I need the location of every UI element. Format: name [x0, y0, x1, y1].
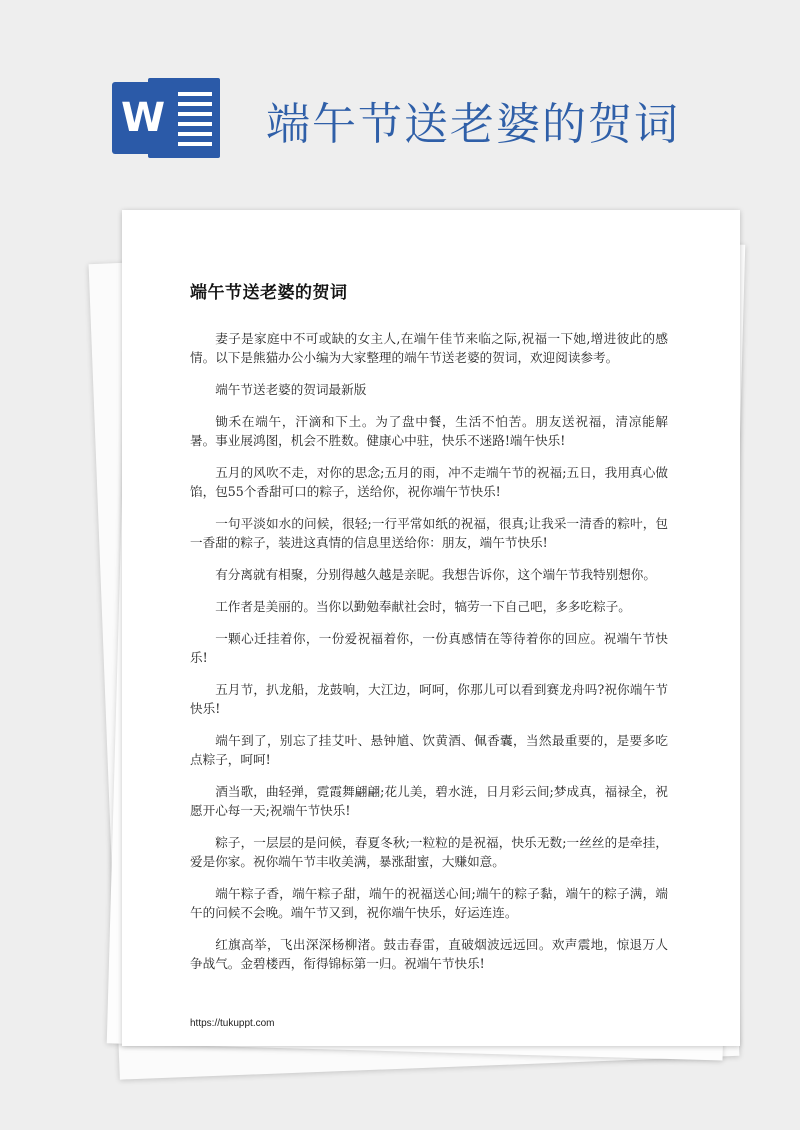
greeting-paragraph: 五月节，扒龙船，龙鼓响，大江边，呵呵，你那儿可以看到赛龙舟吗?祝你端午节快乐!	[190, 682, 668, 716]
word-line	[178, 122, 212, 126]
greeting-paragraph: 端午到了，别忘了挂艾叶、悬钟馗、饮黄酒、佩香囊，当然最重要的，是要多吃点粽子，呵呵!	[190, 733, 668, 767]
word-line	[178, 112, 212, 116]
greeting-paragraph: 锄禾在端午，汗滴和下土。为了盘中餐，生活不怕苦。朋友送祝福，清凉能解暑。事业展鸿图，机会不胜数。健康心中驻，快乐不迷路!端午快乐!	[190, 414, 668, 448]
greeting-paragraph: 酒当歌，曲轻弹，霓霞舞翩翩;花儿美，碧水涟，日月彩云间;梦成真，福禄全，祝愿开心每一天;祝端午节快乐!	[190, 784, 668, 818]
greeting-paragraph: 有分离就有相聚，分别得越久越是亲昵。我想告诉你，这个端午节我特别想你。	[215, 567, 656, 582]
footer-url: https://tukuppt.com	[190, 1018, 275, 1029]
word-line	[178, 102, 212, 106]
greeting-paragraph: 粽子，一层层的是问候，春夏冬秋;一粒粒的是祝福，快乐无数;一丝丝的是牵挂，爱是你家。祝你端午节丰收美满，暴涨甜蜜，大赚如意。	[190, 835, 668, 869]
greeting-paragraph: 五月的风吹不走，对你的思念;五月的雨，冲不走端午节的祝福;五日，我用真心做馅，包55个香甜可口的粽子，送给你，祝你端午节快乐!	[190, 465, 668, 499]
word-line	[178, 142, 212, 146]
word-line	[178, 132, 212, 136]
greeting-paragraph: 工作者是美丽的。当你以勤勉奉献社会时，犒劳一下自己吧，多多吃粽子。	[215, 599, 631, 614]
page-title: 端午节送老婆的贺词	[266, 99, 680, 150]
document-page	[122, 210, 740, 1046]
intro-paragraph: 妻子是家庭中不可或缺的女主人,在端午佳节来临之际,祝福一下她,增进彼此的感情。以下是熊猫办公小编为大家整理的端午节送老婆的贺词，欢迎阅读参考。	[190, 331, 668, 365]
word-line	[178, 92, 212, 96]
greeting-paragraph: 红旗高举，飞出深深杨柳渚。鼓击春雷，直破烟波远远回。欢声震地，惊退万人争战气。金碧楼西，衔得锦标第一归。祝端午节快乐!	[190, 937, 668, 971]
document-body	[190, 278, 668, 986]
greeting-paragraph: 一句平淡如水的问候，很轻;一行平常如纸的祝福，很真;让我采一清香的粽叶，包一香甜的粽子，装进这真情的信息里送给你：朋友，端午节快乐!	[190, 516, 668, 550]
greeting-paragraph: 端午粽子香，端午粽子甜，端午的祝福送心间;端午的粽子黏，端午的粽子满，端午的问候不会晚。端午节又到，祝你端午快乐，好运连连。	[190, 886, 668, 920]
word-document-icon	[112, 78, 220, 158]
word-logo-letter: W	[112, 82, 174, 154]
document-title: 端午节送老婆的贺词	[190, 283, 348, 303]
greeting-paragraph: 一颗心迁挂着你，一份爱祝福着你，一份真感情在等待着你的回应。祝端午节快乐!	[190, 631, 668, 665]
section-heading: 端午节送老婆的贺词最新版	[215, 382, 367, 397]
